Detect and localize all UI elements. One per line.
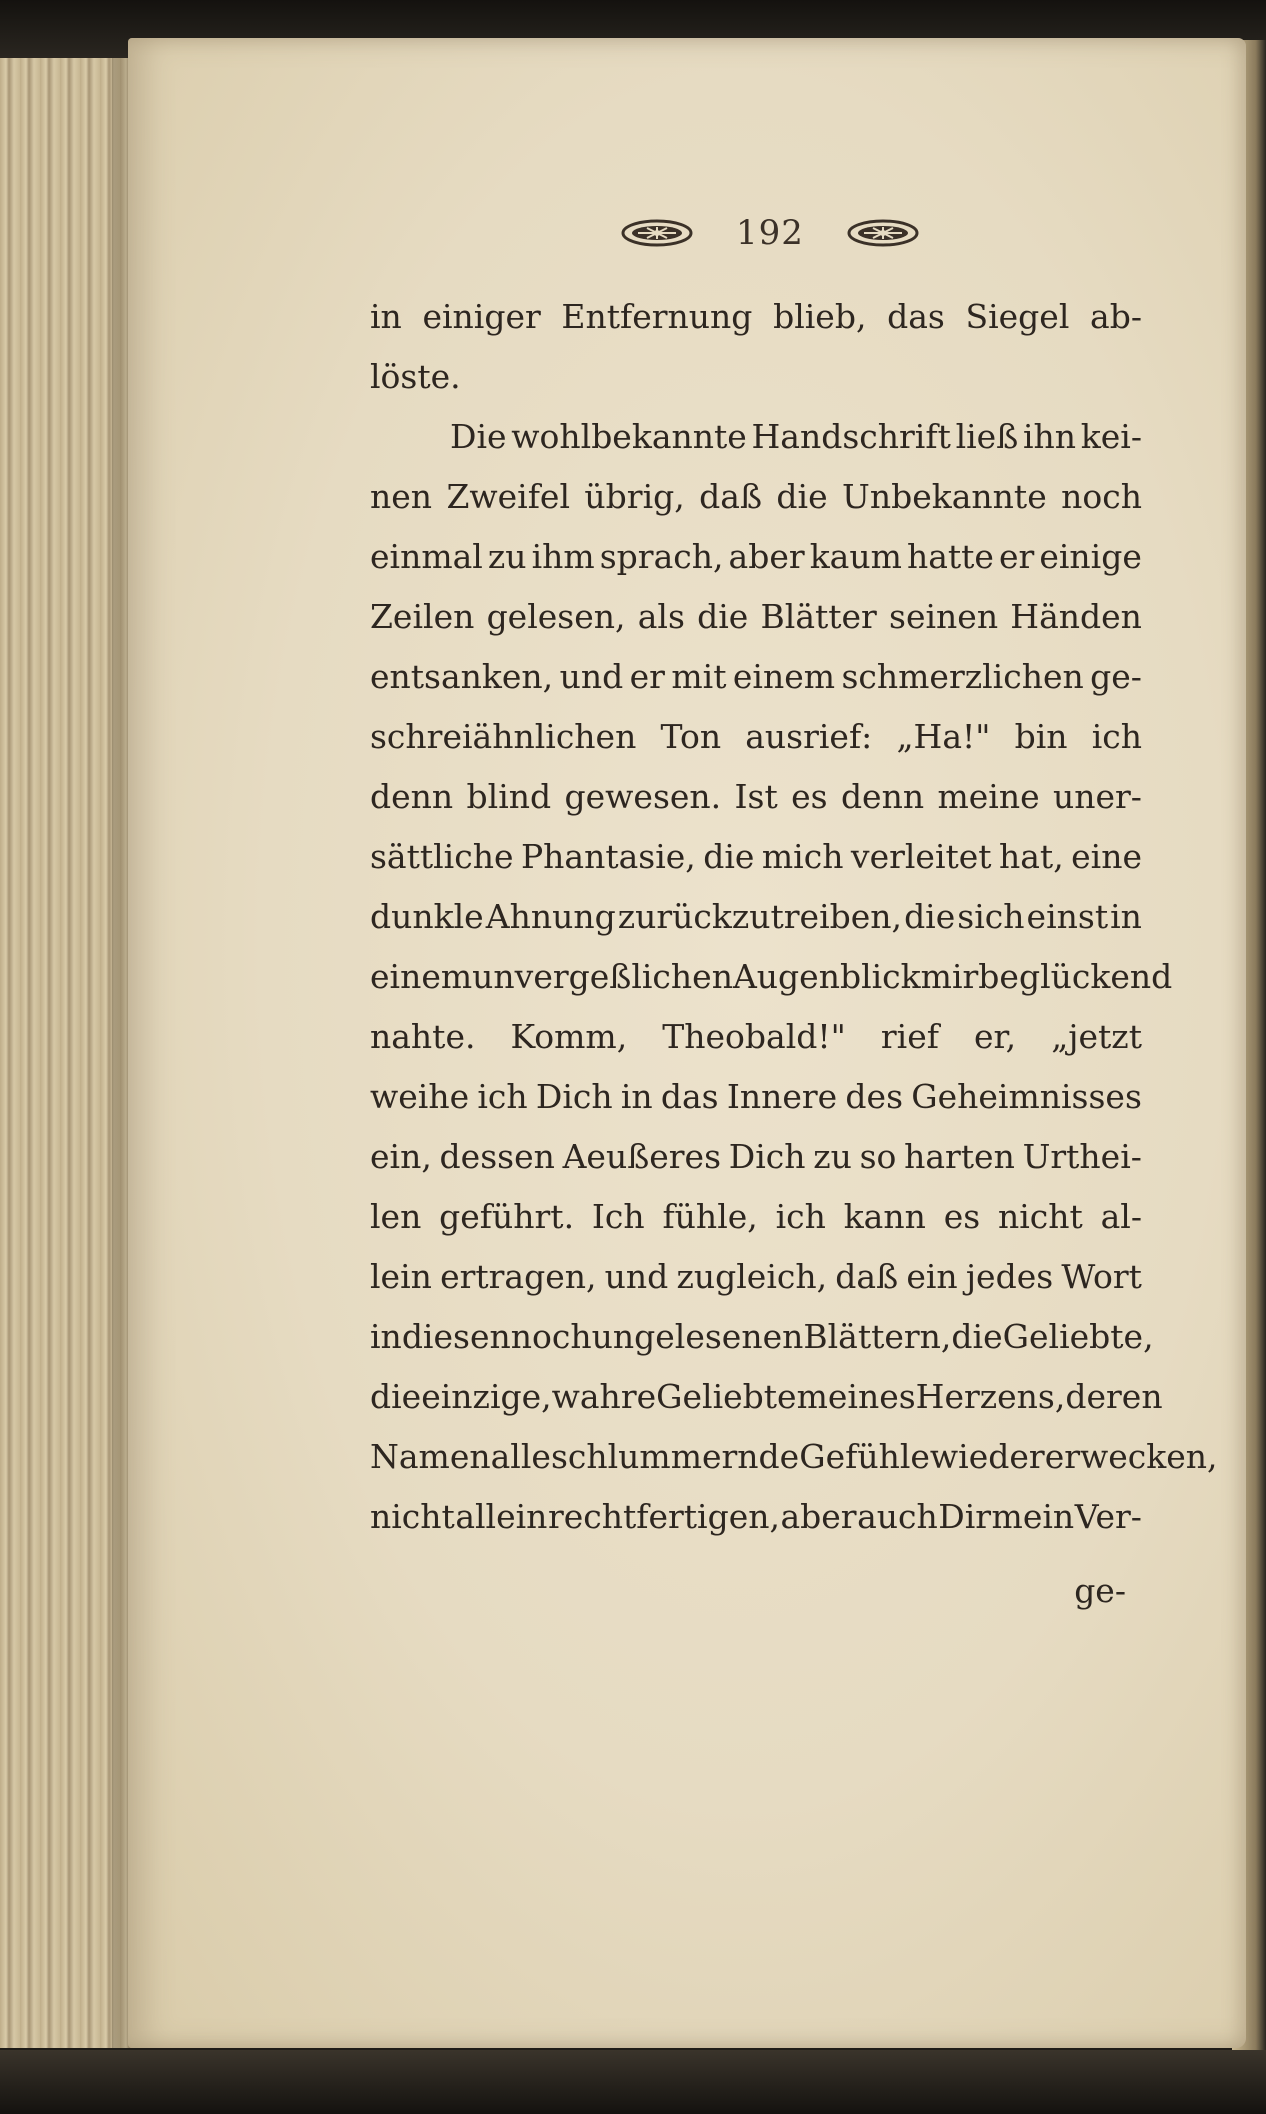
rosette-ornament-left-icon xyxy=(620,218,694,248)
text-line: ein, dessen Aeußeres Dich zu so harten Urthei- xyxy=(370,1137,1142,1176)
text-line: entsanken, und er mit einem schmerzlichen ge- xyxy=(370,657,1142,696)
text-line: nahte. Komm, Theobald!" rief er, „jetzt xyxy=(370,1017,1142,1056)
text-line: schreiähnlichen Ton ausrief: „Ha!" bin ich xyxy=(370,717,1142,756)
text-line: nicht allein rechtfertigen, aber auch Dir mein Ver- xyxy=(370,1497,1142,1536)
text-line: einmal zu ihm sprach, aber kaum hatte er einige xyxy=(370,537,1142,576)
text-line: denn blind gewesen. Ist es denn meine uner- xyxy=(370,777,1142,816)
text-line: in einiger Entfernung blieb, das Siegel ab- xyxy=(370,297,1142,336)
body-text xyxy=(370,287,1218,1621)
rosette-ornament-right-icon xyxy=(846,218,920,248)
text-line: die einzige, wahre Geliebte meines Herzens, deren xyxy=(370,1377,1163,1416)
catchword: ge- xyxy=(1074,1571,1126,1610)
text-line: Zeilen gelesen, als die Blätter seinen Händen xyxy=(370,597,1142,636)
text-line: lein ertragen, und zugleich, daß ein jedes Wort xyxy=(370,1257,1142,1296)
text-line: Die wohlbekannte Handschrift ließ ihn kei- xyxy=(450,417,1142,456)
text-line: in diesen noch ungelesenen Blättern, die Geliebte, xyxy=(370,1317,1154,1356)
scan-background-bottom xyxy=(0,2050,1266,2114)
text-line: Namen alle schlummernde Gefühle wieder erwecken, xyxy=(370,1437,1218,1476)
text-line: nen Zweifel übrig, daß die Unbekannte noch xyxy=(370,477,1142,516)
text-line: einem unvergeßlichen Augenblick mir beglückend xyxy=(370,957,1173,996)
page-number: 192 xyxy=(736,213,804,253)
text-line: len geführt. Ich fühle, ich kann es nicht al- xyxy=(370,1197,1142,1236)
text-line: sättliche Phantasie, die mich verleitet hat, eine xyxy=(370,837,1142,876)
text-line: dunkle Ahnung zurückzutreiben, die sich einst in xyxy=(370,897,1142,936)
text-line: löste. xyxy=(370,357,461,396)
text-line: weihe ich Dich in das Innere des Geheimnisses xyxy=(370,1077,1142,1116)
page-header xyxy=(620,208,920,258)
